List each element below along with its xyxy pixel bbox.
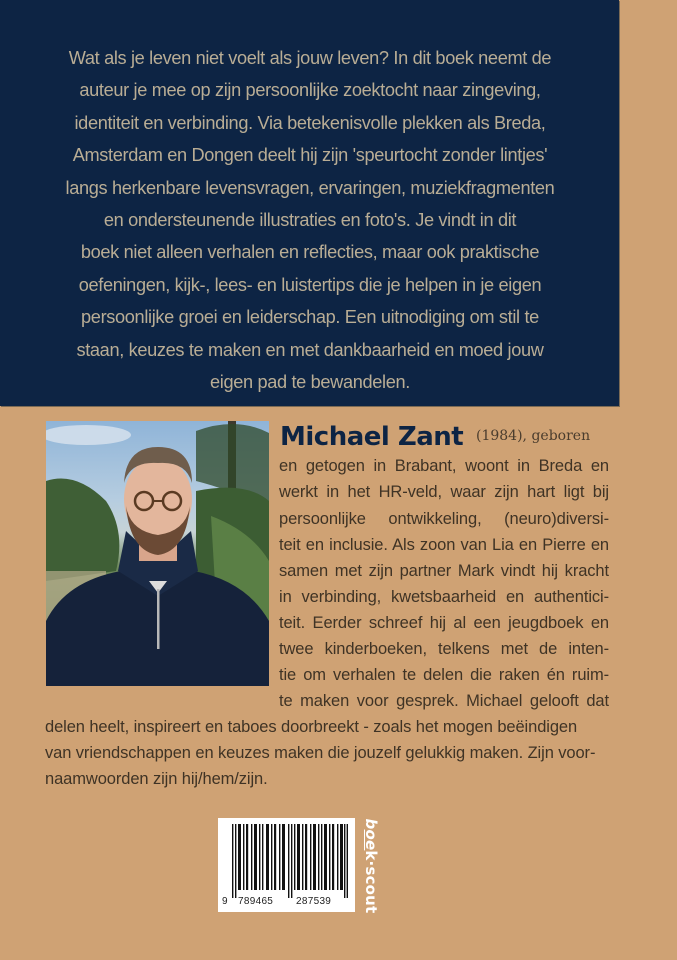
isbn-barcode [218, 818, 355, 912]
bio-line: teit en inclusie. Als zoon van Lia en Pierre en [279, 536, 609, 554]
barcode-left-digits: 789465 [238, 896, 274, 907]
blurb-line: oefeningen, kijk-, lees- en luistertips die je helpen in je eigen [78, 274, 542, 295]
bio-line: persoonlijke ontwikkeling, (neuro)diversi- [279, 510, 609, 528]
logo-part: k·scout [362, 850, 380, 914]
blurb-line: boek niet alleen verhalen en reflecties, maar ook praktische [80, 242, 540, 263]
blurb-line: auteur je mee op zijn persoonlijke zoektocht naar zingeving, [79, 80, 541, 101]
publisher-logo [360, 818, 382, 914]
bio-line: werkt in het HR-veld, waar zijn hart ligt bij [279, 483, 609, 501]
blurb-line: langs herkenbare levensvragen, ervaringen, muziekfragmenten [65, 177, 555, 198]
blurb-line: staan, keuzes te maken en met dankbaarheid en moed jouw [76, 339, 544, 360]
barcode-prefix-digit: 9 [222, 896, 228, 907]
bio-line: naamwoorden zijn hij/hem/zijn. [45, 770, 268, 788]
blurb-line: Amsterdam en Dongen deelt hij zijn 'speurtocht zonder lintjes' [72, 145, 548, 166]
barcode-right-digits: 287539 [296, 896, 332, 907]
author-years: (1984), geboren [476, 428, 591, 444]
author-name: Michael Zant [280, 422, 464, 452]
bio-line: in verbinding, kwetsbaarheid en authentici- [279, 588, 609, 606]
bio-line: te maken voor gesprek. Michael gelooft dat [279, 692, 609, 710]
logo-part: b [362, 818, 380, 830]
bio-line: twee kinderboeken, telkens met de inten- [279, 640, 609, 658]
blurb-line: eigen pad te bewandelen. [210, 372, 410, 393]
blurb-line: Wat als je leven niet voelt als jouw leven? In dit boek neemt de [68, 48, 552, 68]
bio-line: delen heelt, inspireert en taboes doorbreekt - zoals het mogen beëindigen [45, 718, 578, 736]
logo-part: oe [362, 829, 380, 851]
bio-line: samen met zijn partner Mark vindt hij kracht [279, 562, 609, 580]
bio-line: tie om verhalen te delen die raken én ruim- [279, 666, 609, 684]
bio-line: van vriendschappen en keuzes maken die jouzelf gelukkig maken. Zijn voor- [45, 744, 596, 762]
bio-line: en getogen in Brabant, woont in Breda en [279, 457, 609, 475]
author-photo [46, 421, 269, 686]
blurb-line: en ondersteunende illustraties en foto's. Je vindt in dit [103, 210, 517, 231]
blurb-panel [0, 0, 619, 406]
bio-line: teit. Eerder schreef hij al een jeugdboek en [279, 614, 609, 632]
blurb-text [40, 42, 580, 398]
publisher-logo-text [362, 819, 380, 914]
barcode-bars-icon [232, 824, 348, 898]
blurb-line: persoonlijke groei en leiderschap. Een uitnodiging om stil te [81, 307, 539, 328]
portrait-illustration [46, 421, 269, 686]
blurb-line: identiteit en verbinding. Via betekenisvolle plekken als Breda, [74, 112, 546, 133]
